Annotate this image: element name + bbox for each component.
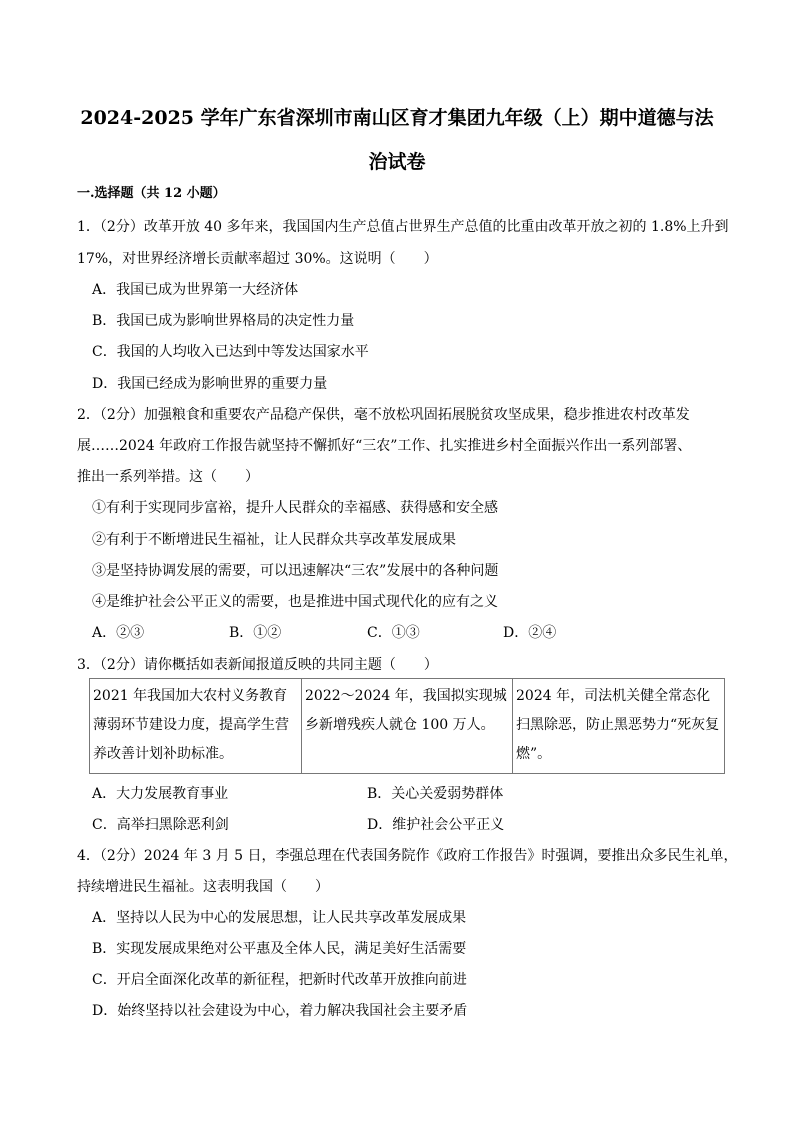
q2-stem-line-2: 展……2024 年政府工作报告就坚持不懈抓好“三农”工作、扎实推进乡村全面振兴作出一系列部署、	[77, 438, 692, 454]
table-cell: 2024 年，司法机关健全常态化扫黑除恶，防止黑恶势力“死灰复燃”。	[513, 679, 725, 774]
q1-option-c: C．我国的人均收入已达到中等发达国家水平	[92, 344, 369, 360]
q1-option-a: A．我国已成为世界第一大经济体	[92, 282, 299, 298]
q3-option-c: C．高举扫黑除恶利剑	[92, 817, 229, 833]
q2-statement-1: ①有利于实现同步富裕，提升人民群众的幸福感、获得感和安全感	[92, 500, 498, 516]
q3-option-b: B．关心关爱弱势群体	[367, 786, 504, 802]
q4-stem-line-1: 4．（2分）2024 年 3 月 5 日，李强总理在代表国务院作《政府工作报告》时强调，要推出众多民生礼单，	[77, 848, 738, 864]
section-heading: 一.选择题（共 12 小题）	[77, 186, 226, 201]
q4-option-a: A．坚持以人民为中心的发展思想，让人民共享改革发展成果	[92, 910, 467, 926]
q2-statement-3: ③是坚持协调发展的需要，可以迅速解决“三农”发展中的各种问题	[92, 563, 499, 579]
q2-choice-d: D．②④	[503, 625, 557, 641]
q1-option-d: D．我国已经成为影响世界的重要力量	[92, 376, 328, 392]
q2-choice-c: C．①③	[367, 625, 420, 641]
q3-stem: 3．（2分）请你概括如表新闻报道反映的共同主题（ ）	[77, 657, 438, 673]
q2-stem-line-1: 2．（2分）加强粮食和重要农产品稳产保供，毫不放松巩固拓展脱贫攻坚成果，稳步推进农村改革发	[77, 407, 690, 423]
q2-statement-4: ④是维护社会公平正义的需要，也是推进中国式现代化的应有之义	[92, 594, 498, 610]
q4-option-c: C．开启全面深化改革的新征程，把新时代改革开放推向前进	[92, 972, 467, 988]
q1-option-b: B．我国已成为影响世界格局的决定性力量	[92, 313, 355, 329]
q3-news-table	[89, 678, 725, 774]
q2-choice-a: A．②③	[92, 625, 145, 641]
q2-statement-2: ②有利于不断增进民生福祉，让人民群众共享改革发展成果	[92, 532, 456, 548]
q2-choice-b: B．①②	[229, 625, 282, 641]
table-row	[90, 679, 725, 774]
table-cell: 2022～2024 年，我国拟实现城乡新增残疾人就仓 100 万人。	[302, 679, 513, 774]
q3-option-a: A．大力发展教育事业	[92, 786, 229, 802]
q1-stem-line-2: 17%，对世界经济增长贡献率超过 30%。这说明（ ）	[77, 251, 438, 267]
q4-option-b: B．实现发展成果绝对公平惠及全体人民，满足美好生活需要	[92, 941, 467, 957]
exam-title-line-2: 治试卷	[368, 151, 426, 173]
q1-stem-line-1: 1．（2分）改革开放 40 多年来，我国国内生产总值占世界生产总值的比重由改革开放之初的 1.8%上升到	[77, 219, 729, 235]
q4-option-d: D．始终坚持以社会建设为中心，着力解决我国社会主要矛盾	[92, 1003, 468, 1019]
q3-option-d: D．维护社会公平正义	[367, 817, 505, 833]
q2-stem-line-3: 推出一系列举措。这（ ）	[77, 469, 259, 485]
table-cell: 2021 年我国加大农村义务教育薄弱环节建设力度，提高学生营养改善计划补助标准。	[90, 679, 302, 774]
exam-title-line-1: 2024-2025 学年广东省深圳市南山区育才集团九年级（上）期中道德与法	[80, 107, 714, 129]
q4-stem-line-2: 持续增进民生福祉。这表明我国（ ）	[77, 879, 329, 895]
